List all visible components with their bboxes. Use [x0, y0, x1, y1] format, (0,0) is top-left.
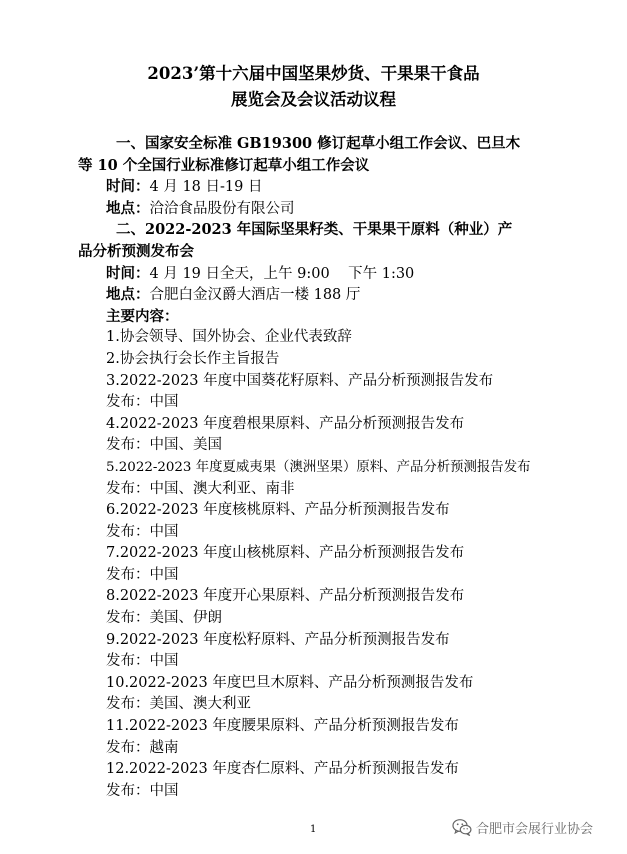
- section-1-heading-line-2: 等 10 个全国行业标准修订起草小组工作会议: [78, 156, 370, 174]
- agenda-item: 10.2022-2023 年度巴旦木原料、产品分析预测报告发布: [106, 674, 474, 691]
- watermark: [452, 816, 593, 838]
- agenda-item-publisher: 发布：中国: [106, 566, 179, 583]
- section-2-place-label: 地点：: [106, 286, 150, 304]
- agenda-item: 6.2022-2023 年度核桃原料、产品分析预测报告发布: [106, 502, 450, 519]
- agenda-item: 9.2022-2023 年度松籽原料、产品分析预测报告发布: [106, 631, 450, 648]
- section-2-place: [106, 284, 566, 306]
- section-2-place-value: 合肥白金汉爵大酒店一楼 188 厅: [149, 287, 361, 304]
- document-title-line-1: 2023’第十六届中国坚果炒货、干果果干食品: [147, 64, 480, 83]
- agenda-item-publisher: 发布：中国: [106, 782, 179, 799]
- section-1-heading-line-1: 一、国家安全标准 GB19300 修订起草小组工作会议、巴旦木: [116, 135, 521, 152]
- agenda-item: 8.2022-2023 年度开心果原料、产品分析预测报告发布: [106, 588, 465, 605]
- main-content-label: 主要内容：: [106, 307, 179, 325]
- section-2-heading-line-2: 品分析预测发布会: [78, 242, 194, 260]
- section-1-place-label: 地点：: [106, 199, 150, 217]
- section-2-time: [106, 263, 566, 285]
- agenda-item-publisher: 发布：美国、澳大利亚: [106, 696, 251, 713]
- agenda-item-publisher: 发布：中国、美国: [106, 437, 222, 454]
- agenda-item-publisher: 发布：美国、伊朗: [106, 610, 222, 627]
- section-1-place: [106, 198, 566, 220]
- section-1-place-value: 洽洽食品股份有限公司: [149, 200, 295, 217]
- agenda-item-publisher: 发布：越南: [106, 739, 179, 756]
- section-1-time: [106, 176, 566, 198]
- section-1-time-value: 4 月 18 日-19 日: [149, 179, 263, 196]
- agenda-item-publisher: 发布：中国: [106, 523, 179, 540]
- agenda-content: [78, 133, 566, 802]
- agenda-item: 1.协会领导、国外协会、企业代表致辞: [106, 329, 352, 346]
- wechat-icon: [452, 818, 472, 836]
- agenda-item-publisher: 发布：中国: [106, 394, 179, 411]
- agenda-item: 3.2022-2023 年度中国葵花籽原料、产品分析预测报告发布: [106, 372, 494, 389]
- section-1-time-label: 时间：: [106, 178, 150, 196]
- agenda-item: 4.2022-2023 年度碧根果原料、产品分析预测报告发布: [106, 415, 465, 432]
- agenda-item: 11.2022-2023 年度腰果原料、产品分析预测报告发布: [106, 718, 459, 735]
- agenda-item: 7.2022-2023 年度山核桃原料、产品分析预测报告发布: [106, 545, 465, 562]
- document-title-line-2: 展览会及会议活动议程: [231, 90, 396, 109]
- section-2-time-label: 时间：: [106, 264, 150, 282]
- section-2-time-value: 4 月 19 日全天，上午 9:00 下午 1:30: [149, 265, 415, 282]
- agenda-item: 5.2022-2023 年度夏威夷果（澳洲坚果）原料、产品分析预测报告发布: [106, 459, 531, 475]
- agenda-item: 2.协会执行会长作主旨报告: [106, 350, 280, 367]
- agenda-item-publisher: 发布：中国、澳大利亚、南非: [106, 480, 295, 497]
- watermark-text: 合肥市会展行业协会: [476, 821, 594, 837]
- page-number: 1: [310, 824, 317, 835]
- agenda-item-publisher: 发布：中国: [106, 653, 179, 670]
- section-2-heading-line-1: 二、2022-2023 年国际坚果籽类、干果果干原料（种业）产: [116, 221, 513, 239]
- agenda-item: 12.2022-2023 年度杏仁原料、产品分析预测报告发布: [106, 761, 459, 778]
